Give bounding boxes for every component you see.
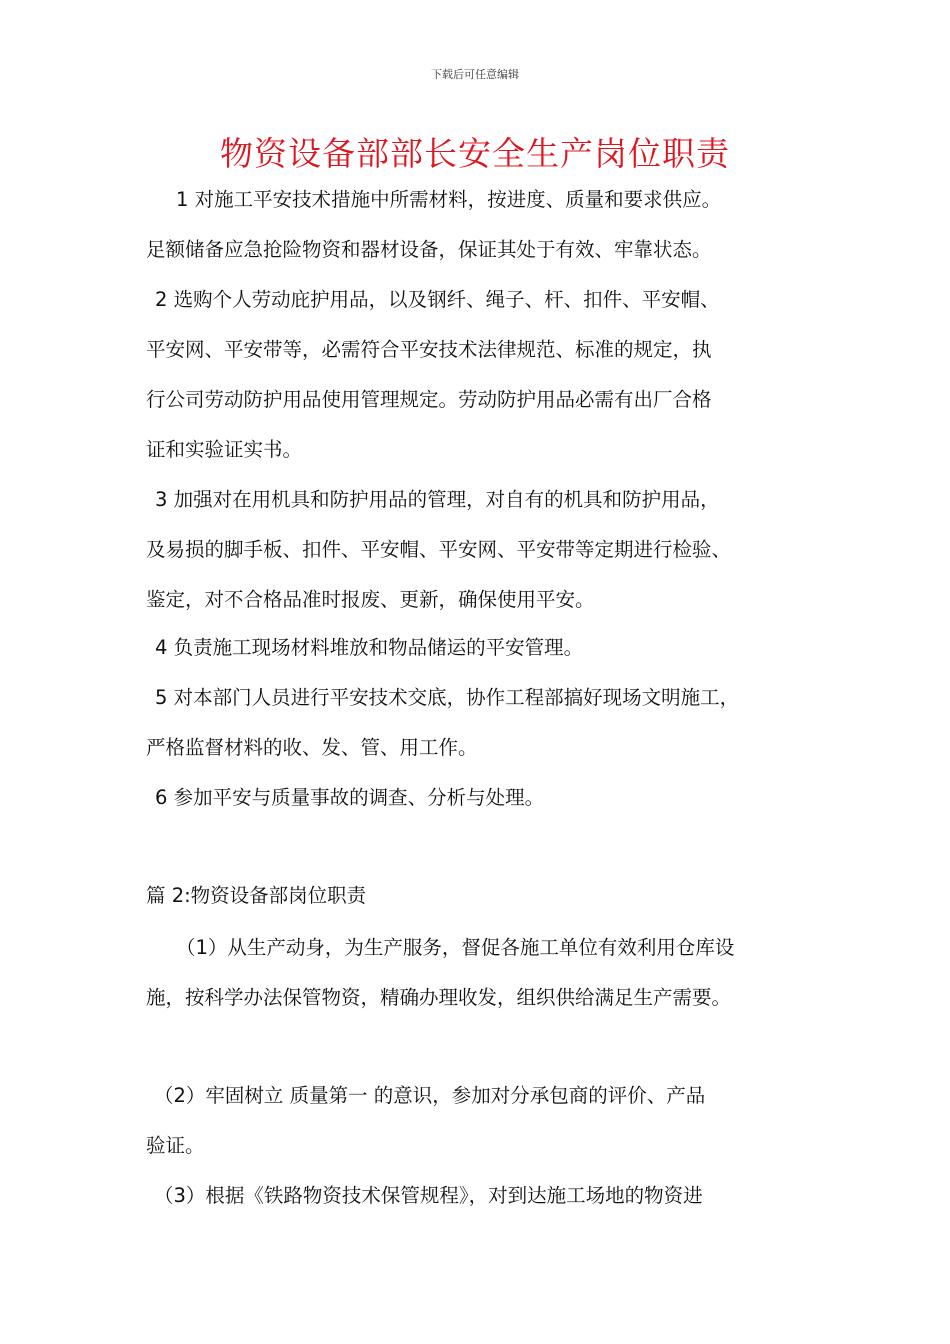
header-note: 下载后可任意编辑 [431,68,519,81]
body-line: 平安网、平安带等，必需符合平安技术法律规范、标准的规定，执 [146,338,712,361]
section-heading: 篇 2:物资设备部岗位职责 [146,884,367,907]
body-line: （1）从生产动身，为生产服务，督促各施工单位有效利用仓库设 [176,936,735,959]
body-line: 2 选购个人劳动庇护用品，以及钢纤、绳子、杆、扣件、平安帽、 [155,288,720,311]
body-line: 1 对施工平安技术措施中所需材料，按进度、质量和要求供应。 [176,188,722,211]
body-line: 验证。 [146,1134,205,1157]
body-line: 证和实验证实书。 [146,438,303,461]
body-line: 及易损的脚手板、扣件、平安帽、平安网、平安带等定期进行检验、 [146,538,732,561]
body-line: （2）牢固树立 质量第一 的意识，参加对分承包商的评价、产品 [154,1084,706,1107]
document-title: 物资设备部部长安全生产岗位职责 [220,134,730,173]
body-line: 6 参加平安与质量事故的调查、分析与处理。 [155,786,545,809]
body-line: （3）根据《铁路物资技术保管规程》，对到达施工场地的物资进 [154,1184,703,1207]
body-line: 鉴定，对不合格品准时报废、更新，确保使用平安。 [146,588,595,611]
body-line: 行公司劳动防护用品使用管理规定。劳动防护用品必需有出厂合格 [146,388,712,411]
body-line: 严格监督材料的收、发、管、用工作。 [146,736,478,759]
body-line: 4 负责施工现场材料堆放和物品储运的平安管理。 [155,636,584,659]
body-line: 足额储备应急抢险物资和器材设备，保证其处于有效、牢靠状态。 [146,238,712,261]
body-line: 施，按科学办法保管物资，精确办理收发，组织供给满足生产需要。 [146,986,732,1009]
body-line: 5 对本部门人员进行平安技术交底，协作工程部搞好现场文明施工， [155,686,740,709]
body-line: 3 加强对在用机具和防护用品的管理，对自有的机具和防护用品， [155,488,720,511]
